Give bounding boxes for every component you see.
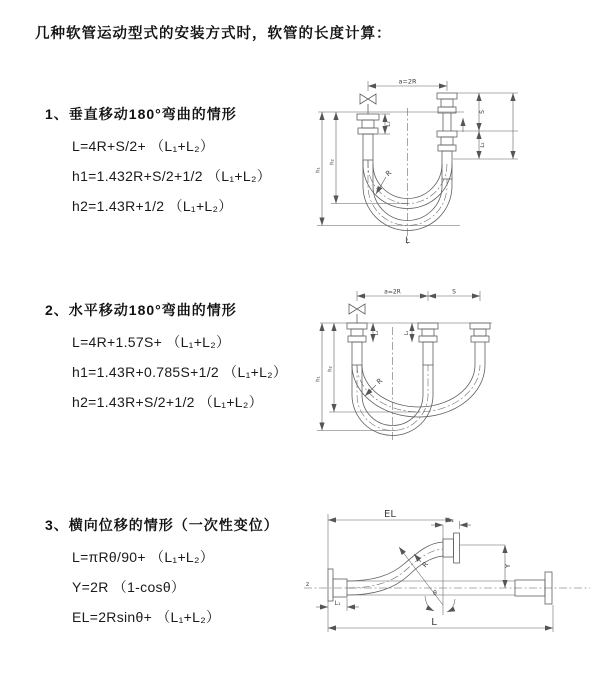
section-title-text: 横向位移的情形（一次性变位）	[68, 517, 279, 533]
formula-line: EL=2Rsinθ+ （L₁+L₂）	[72, 609, 221, 625]
diagram-vertical-180-bend	[312, 70, 590, 250]
formula-block	[72, 131, 271, 221]
section-title-text: 垂直移动180°弯曲的情形	[68, 106, 237, 122]
dim-label-s: S	[479, 110, 486, 114]
dim-label-l: L	[431, 617, 437, 628]
radius-label: R	[420, 560, 431, 570]
document-title: 几种软管运动型式的安装方式时，软管的长度计算：	[35, 26, 392, 42]
dim-label-l1: L₁	[374, 330, 380, 336]
section-heading	[45, 104, 271, 128]
dim-label-l1: L₁	[386, 121, 392, 127]
formula-line: L=4R+S/2+ （L₁+L₂）	[72, 138, 215, 154]
angle-label-theta: θ	[433, 590, 437, 597]
hose-fitting	[357, 114, 379, 160]
dim-label-a2r: a=2R	[384, 288, 401, 296]
formula-line: h1=1.432R+S/2+1/2 （L₁+L₂）	[72, 168, 272, 184]
section-heading	[45, 300, 287, 324]
dim-label-el: EL	[384, 509, 396, 520]
section-number: 2、	[45, 302, 69, 318]
section-number: 1、	[45, 106, 69, 122]
formula-block	[72, 327, 287, 417]
dim-label-l2: L₂	[480, 142, 486, 148]
diagram-lateral-displacement	[302, 505, 595, 643]
dim-label-s: S	[452, 288, 456, 296]
dim-label-l1-bottom: L₁	[334, 600, 341, 607]
valve-icon	[349, 304, 365, 323]
formula-line: L=πRθ/90+ （L₁+L₂）	[72, 549, 215, 565]
dim-label-h1: h₁	[315, 376, 322, 382]
radius-label: R	[384, 168, 394, 179]
formula-line: h1=1.43R+0.785S+1/2 （L₁+L₂）	[72, 364, 288, 380]
dim-label-h2: h₂	[327, 366, 334, 372]
length-label: L	[405, 236, 410, 246]
hose-fitting	[470, 323, 490, 365]
formula-line: L=4R+1.57S+ （L₁+L₂）	[72, 334, 231, 350]
dim-label-h2: h₂	[329, 159, 336, 165]
section-lateral-displacement	[45, 515, 279, 632]
hose-fitting	[347, 323, 367, 365]
dim-label-y: Y	[504, 563, 512, 569]
formula-line: h2=1.43R+S/2+1/2 （L₁+L₂）	[72, 394, 263, 410]
flange-fitting-displaced	[443, 533, 460, 563]
formula-block	[72, 542, 279, 632]
section-horizontal-bend	[45, 300, 287, 417]
flange-fitting	[328, 569, 347, 601]
dim-label-h1: h₁	[315, 167, 322, 173]
formula-line: Y=2R （1-cosθ）	[72, 579, 186, 595]
valve-icon	[360, 94, 376, 114]
formula-line: h2=1.43R+1/2 （L₁+L₂）	[72, 198, 233, 214]
section-heading	[45, 515, 279, 539]
hose-fitting-moved	[418, 323, 438, 365]
dim-label-l2: L₂	[404, 330, 410, 336]
dim-label-a2r: a=2R	[398, 77, 417, 86]
radius-label: R	[375, 376, 385, 387]
dim-label-l1-top: L₁	[448, 517, 454, 524]
section-vertical-bend	[45, 104, 271, 221]
hose-fitting	[437, 131, 457, 179]
section-number: 3、	[45, 517, 69, 533]
diagram-horizontal-180-bend	[312, 283, 590, 448]
section-title-text: 水平移动180°弯曲的情形	[68, 302, 237, 318]
axis-label-z: z	[306, 581, 310, 588]
